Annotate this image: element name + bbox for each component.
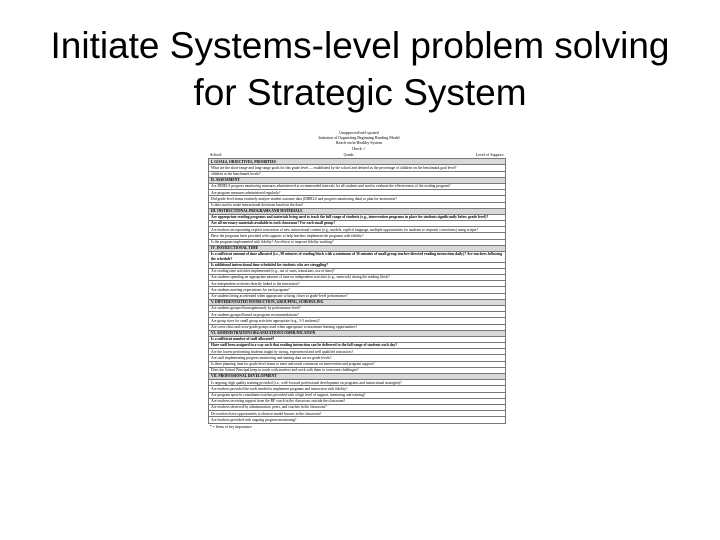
checklist-item: Are teachers incorporating explicit instruction of new instructional content (e.g., models, explicit language, multiple opportunities for students to respond, corrections) using scripts? [209,227,506,233]
section-heading: I. GOALS, OBJECTIVES, PRIORITIES [209,159,506,165]
checklist-item-row [209,214,506,220]
checklist-item: Are students meeting expectations for each program? [209,287,506,293]
checklist-item: Are the lowest performing students taught by strong, experienced and well qualified instructors? [209,349,506,355]
checklist-item: Are students grouped based on program recommendations? [209,312,506,318]
slide-title [0,22,720,116]
checklist-item: Is a sufficient number of staff allocated? [209,336,506,342]
checklist-item-row [209,252,506,263]
checklist-item: Are program measures administered regularly? [209,190,506,196]
checklist-item: Are teachers provided the tools needed to implement programs and instruction with fidelity? [209,386,506,392]
checklist-item: Is a sufficient amount of time allocated (i.e., 90 minutes of reading block with a minimum of 30 minutes of small group teacher-directed reading instruction daily)? Are teachers following the schedule? [209,252,506,263]
header-line: Unapproved/self-spotted [339,130,379,135]
context-field: School: [210,151,223,157]
checklist-item: Are group sizes for small group activities appropriate (e.g., 3-5 students)? [209,318,506,324]
checklist-item: Are all necessary materials available in each classroom? For each small group? [209,221,506,227]
checklist-item: Are program specific consultants/coaches provided with a high level of support, mentoring and training? [209,392,506,398]
checklist-item: Are teachers receiving support from the RF coach in the classroom, outside the classroom? [209,398,506,404]
checklist-item: Do teachers have opportunities to observe model lessons in the classroom? [209,411,506,417]
checklist-item: What are the short-range and long-range goals for this grade level — established by the school and defined as the percentage of children on the benchmark goal level? [209,165,506,171]
checklist-item-row [209,227,506,233]
slide-title-line-2: for Strategic System [193,72,527,113]
checklist-item: Are teachers provided with ongoing progress monitoring? [209,417,506,423]
checklist-item: Are teachers observed by administrators, peers, and coaches in the classroom? [209,404,506,410]
checklist-item: Have the programs been provided with supports to help teachers implement the programs with fidelity? [209,233,506,239]
checklist-item: children at the benchmark levels? [209,171,506,177]
checklist-item: Are students grouped homogeneously by performance level? [209,305,506,311]
checklist-item: Are students spending an appropriate amount of time on independent activities (e.g., seatwork) during the reading block? [209,275,506,281]
section-heading: IV. INSTRUCTIONAL TIME [209,245,506,251]
checklist-item: Is there planning time for grade level teams to meet and reach consensus on intervention and program support? [209,361,506,367]
footnote: * = Items of key importance [210,424,252,429]
checklist-table [208,158,506,423]
header-line: Reach-on/in Healthy System [336,140,382,146]
checklist-item: Are staff implementing progress monitoring and sharing data across grade levels? [209,355,506,361]
checklist-item: Are DIBELS progress monitoring measures administered at recommended intervals for all students and used to evaluate the effectiveness of the reading program? [209,183,506,189]
checklist-item: Is ongoing, high quality training provided (i.e., well-focused professional development on programs and instructional strategies)? [209,380,506,386]
checklist-item: Have staff been assigned in a way such that reading instruction can be delivered to the full range of students each day? [209,343,506,349]
header-line: Check ✓ [351,145,367,151]
section-heading: III. INSTRUCTIONAL PROGRAMS AND MATERIALS [209,208,506,214]
context-fields [208,151,510,158]
checklist-item: Did grade level teams routinely analyze student outcome data (DIBELS and progress monitoring data) to plan for instruction? [209,196,506,202]
checklist-item-row [209,417,506,423]
section-heading: VI. ADMINISTRATION/ORGANIZATION/COMMUNICATION [209,330,506,336]
checklist-item: Does the School Principal keep in touch with teachers and work with them to overcome challenges? [209,367,506,373]
checklist-item: Are independent activities directly linked to the instruction? [209,281,506,287]
checklist-item: Are reading time activities implemented (e.g., out of seats, transitions, use of time)? [209,268,506,274]
checklist-item: Is the program implemented with fidelity? Are efforts to improve fidelity working? [209,239,506,245]
header-line: Initiation of Organizing Beginning Reading Model [318,135,400,141]
checklist-item: Is additional instructional time scheduled for students who are struggling? [209,262,506,268]
checklist-item: Are students being accelerated when appropriate to bring closer to grade-level performance? [209,293,506,299]
section-heading: VII. PROFESSIONAL DEVELOPMENT [209,374,506,380]
checklist-item: Are appropriate reading programs and materials being used to teach the full range of students (e.g., intervention programs in place for students significantly below grade level)? [209,214,506,220]
checklist-document [208,130,510,522]
context-field: Grade: [343,151,355,157]
context-field: Level of Support: [475,151,504,157]
checklist-item: Is data used to make instructional decisions based on the data? [209,202,506,208]
document-header [208,130,510,151]
slide-title-line-1: Initiate Systems-level problem solving [50,25,670,66]
checklist-item: Are cross-class and cross-grade groups used when appropriate to maximize learning opportunities? [209,324,506,330]
section-heading: V. DIFFERENTIATED INSTRUCTION, GROUPING, SCHEDULING [209,299,506,305]
section-heading: II. ASSESSMENT [209,177,506,183]
